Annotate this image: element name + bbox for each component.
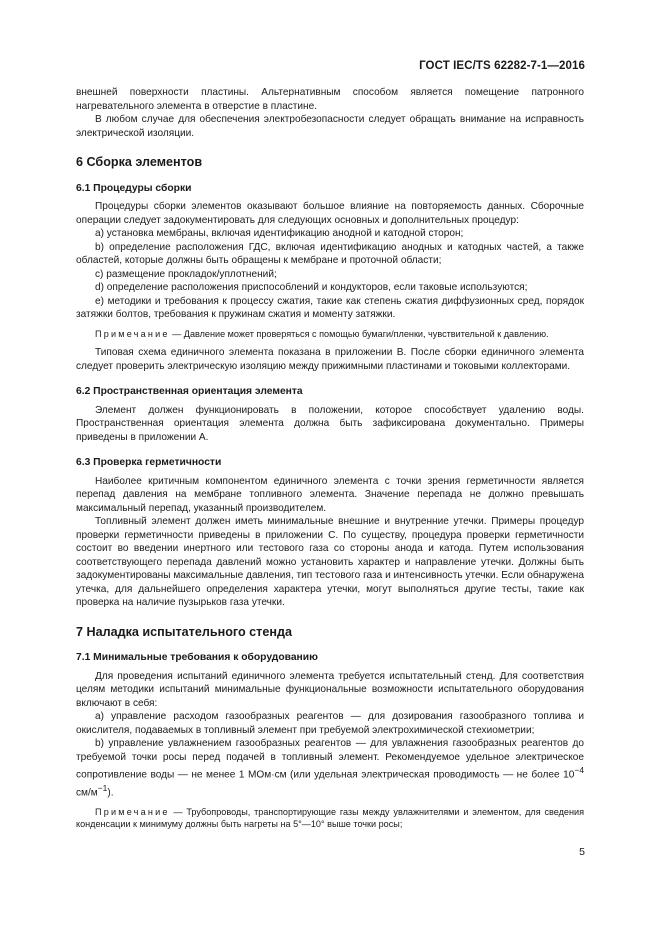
list-item: c) размещение прокладок/уплотнений;: [95, 268, 277, 280]
note-pressure: [76, 328, 584, 341]
section-7-1-heading: 7.1 Минимальные требования к оборудованию: [76, 652, 318, 663]
list-item: d) определение расположения приспособлений и кондукторов, если таковые используются;: [95, 282, 528, 293]
section-6-1-paragraph-1: Процедуры сборки элементов оказывают большое влияние на повторяемость данных. Сборочные операции следует задокументировать для следующих основных и дополнительных процедур:: [76, 201, 584, 226]
list-item: b) определение расположения ГДС, включая идентификацию анодных и катодных частей, а также областей, которые должны быть обращены к мембране и проточной области;: [76, 241, 584, 266]
section-6-1-paragraph-2: Типовая схема единичного элемента показана в приложении B. После сборки единичного элемента следует проверить электрическую изоляцию между прижимными пластинами и токовыми коллекторами.: [76, 347, 584, 372]
list-item: а) управление расходом газообразных реагентов — для дозирования газообразного топлива и окислителя, подаваемых в топливный элемент при требуемой электрохимической стехиометрии;: [76, 711, 584, 736]
item-b-end: ).: [107, 787, 114, 799]
intro-paragraph-2: В любом случае для обеспечения электробезопасности следует обращать внимание на исправность электрической изоляции.: [76, 114, 584, 139]
section-6-2-heading: 6.2 Пространственная ориентация элемента: [76, 386, 303, 397]
list-item-water-resistivity: [76, 737, 584, 800]
intro-paragraph-1: внешней поверхности пластины. Альтернативным способом является помещение патронного нагревательного элемента в отверстие в пластине.: [76, 87, 584, 112]
note-text: — Трубопроводы, транспортирующие газы между увлажнителями и элементом, для сведения конденсации к минимуму должны быть нагреты на 5°—10° выше точки росы;: [76, 806, 584, 830]
section-6-3-paragraph-1: Наиболее критичным компонентом единичного элемента с точки зрения герметичности является перепад давления на мембране топливного элемента. Значение перепада не должно превышать максимальный перепад, указанный производителем.: [76, 475, 584, 514]
note-label: Примечание: [95, 806, 170, 817]
conductivity-base: 10: [563, 769, 575, 781]
item-b-text: b) управление увлажнением газообразных реагентов — для увлажнения газообразных реагентов до требуемой точки росы перед подачей в топливный элемент. Рекомендуемое удельное электрическое сопротивление воды — не менее 1 МОм·см (или удельная электрическая проводимость — не более: [76, 738, 584, 781]
section-6-1-heading: 6.1 Процедуры сборки: [76, 182, 192, 194]
section-6-3-paragraph-2: Топливный элемент должен иметь минимальные внешние и внутренние утечки. Примеры процедур проверки герметичности приведены в приложении С. По существу, процедура проверки герметичности состоит во введении инертного или тестового газа со стороны анода и катода. Путем использования соответствующего перепада давлений можно установить характер и направление утечки. Должны быть задокументированы максимальные давления, тип тестового газа и интенсивность утечки. Если обнаружена утечка, для дальнейшего определения характера утечки, могут выполняться другие тесты, такие как проверка на наличие пузырьков газа утечки.: [76, 516, 584, 608]
conductivity-exponent: −4: [574, 765, 584, 775]
conductivity-unit: см/м: [76, 787, 98, 799]
page-number: 5: [579, 846, 585, 858]
note-pipelines: [76, 806, 584, 831]
standard-header: ГОСТ IEC/TS 62282-7-1—2016: [419, 60, 585, 72]
unit-exponent: −1: [97, 782, 108, 793]
note-label: Примечание: [95, 328, 170, 339]
section-6-heading: 6 Сборка элементов: [76, 155, 203, 169]
section-6-2-paragraph-1: Элемент должен функционировать в положении, которое способствует удалению воды. Пространственная ориентация элемента должна быть зафиксирована документально. Примеры приведены в приложении А.: [76, 404, 584, 443]
section-6-3-heading: 6.3 Проверка герметичности: [76, 457, 222, 468]
section-7-heading: 7 Наладка испытательного стенда: [76, 624, 292, 639]
list-item: а) установка мембраны, включая идентификацию анодной и катодной сторон;: [95, 228, 464, 239]
section-7-1-paragraph-1: Для проведения испытаний единичного элемента требуется испытательный стенд. Для соответствия целям методики испытаний минимальные функциональные возможности испытательного оборудования включают в себя:: [76, 670, 584, 709]
document-body: [76, 86, 584, 837]
list-item: e) методики и требования к процессу сжатия, такие как степень сжатия диффузионных сред, порядок затяжки болтов, требования к пружинам сжатия и моменту затяжки.: [76, 295, 584, 320]
note-text: — Давление может проверяться с помощью бумаги/пленки, чувствительной к давлению.: [169, 328, 549, 339]
